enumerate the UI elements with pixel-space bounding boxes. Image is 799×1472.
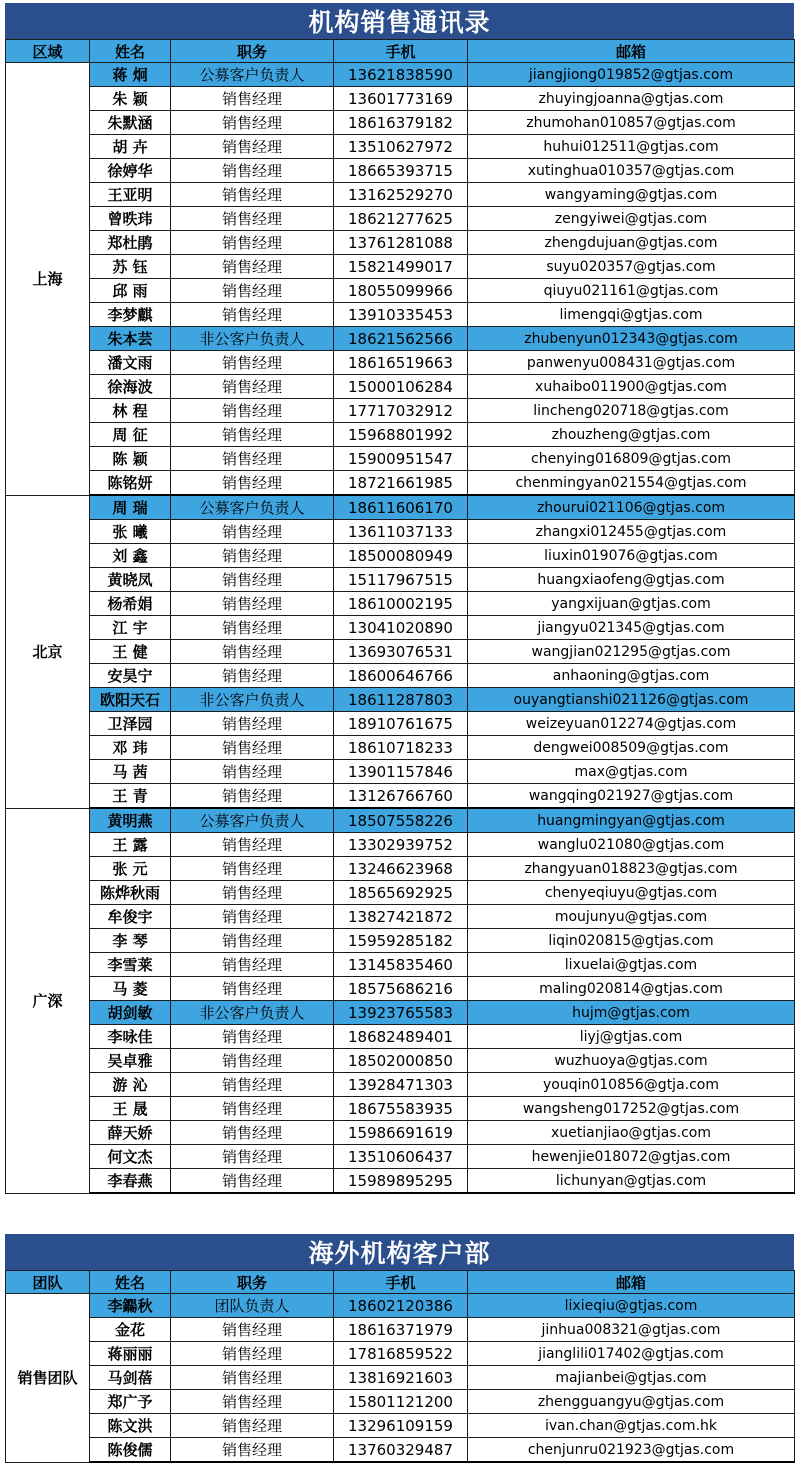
phone-cell: 15801121200 xyxy=(334,1390,468,1414)
email-cell: wanglu021080@gtjas.com xyxy=(468,833,795,857)
table-row xyxy=(6,736,795,760)
phone-cell: 18575686216 xyxy=(334,977,468,1001)
title-cell: 销售经理 xyxy=(171,881,334,905)
name-cell: 马 菱 xyxy=(90,977,171,1001)
region-cell: 北京 xyxy=(6,495,90,808)
name-cell: 李春燕 xyxy=(90,1169,171,1194)
phone-cell: 13827421872 xyxy=(334,905,468,929)
email-cell: ouyangtianshi021126@gtjas.com xyxy=(468,688,795,712)
table-row xyxy=(6,1414,795,1438)
title-cell: 团队负责人 xyxy=(171,1294,334,1318)
title-cell: 销售经理 xyxy=(171,905,334,929)
title-cell: 销售经理 xyxy=(171,833,334,857)
phone-cell: 18602120386 xyxy=(334,1294,468,1318)
title-cell: 销售经理 xyxy=(171,544,334,568)
email-cell: hujm@gtjas.com xyxy=(468,1001,795,1025)
name-cell: 金花 xyxy=(90,1318,171,1342)
email-cell: wangyaming@gtjas.com xyxy=(468,183,795,207)
title-cell: 非公客户负责人 xyxy=(171,327,334,351)
title-cell: 销售经理 xyxy=(171,87,334,111)
region-cell: 销售团队 xyxy=(6,1294,90,1463)
email-cell: chenmingyan021554@gtjas.com xyxy=(468,471,795,496)
table-row xyxy=(6,279,795,303)
name-cell: 周 瑞 xyxy=(90,495,171,520)
name-cell: 刘 鑫 xyxy=(90,544,171,568)
main-directory-title: 机构销售通讯录 xyxy=(5,3,794,39)
title-cell: 销售经理 xyxy=(171,616,334,640)
title-cell: 销售经理 xyxy=(171,712,334,736)
email-cell: jinhua008321@gtjas.com xyxy=(468,1318,795,1342)
phone-cell: 18507558226 xyxy=(334,808,468,833)
phone-cell: 13145835460 xyxy=(334,953,468,977)
name-cell: 卫泽园 xyxy=(90,712,171,736)
phone-cell: 18611606170 xyxy=(334,495,468,520)
email-cell: chenying016809@gtjas.com xyxy=(468,447,795,471)
title-cell: 销售经理 xyxy=(171,303,334,327)
table-row xyxy=(6,111,795,135)
table-row xyxy=(6,183,795,207)
phone-cell: 13302939752 xyxy=(334,833,468,857)
header-name: 姓名 xyxy=(90,40,171,63)
phone-cell: 13923765583 xyxy=(334,1001,468,1025)
email-cell: qiuyu021161@gtjas.com xyxy=(468,279,795,303)
table-row xyxy=(6,351,795,375)
table-row xyxy=(6,135,795,159)
main-directory-section xyxy=(5,3,794,1194)
name-cell: 邱 雨 xyxy=(90,279,171,303)
name-cell: 徐婷华 xyxy=(90,159,171,183)
phone-cell: 18616379182 xyxy=(334,111,468,135)
header-phone: 手机 xyxy=(334,1271,468,1294)
email-cell: liqin020815@gtjas.com xyxy=(468,929,795,953)
phone-cell: 13126766760 xyxy=(334,784,468,809)
phone-cell: 13928471303 xyxy=(334,1073,468,1097)
email-cell: jianglili017402@gtjas.com xyxy=(468,1342,795,1366)
phone-cell: 15968801992 xyxy=(334,423,468,447)
title-cell: 销售经理 xyxy=(171,111,334,135)
title-cell: 销售经理 xyxy=(171,929,334,953)
table-row xyxy=(6,833,795,857)
phone-cell: 15989895295 xyxy=(334,1169,468,1194)
title-cell: 公募客户负责人 xyxy=(171,63,334,87)
email-cell: moujunyu@gtjas.com xyxy=(468,905,795,929)
phone-cell: 18600646766 xyxy=(334,664,468,688)
table-row xyxy=(6,881,795,905)
name-cell: 江 宇 xyxy=(90,616,171,640)
title-cell: 销售经理 xyxy=(171,471,334,496)
table-row xyxy=(6,399,795,423)
table-row xyxy=(6,664,795,688)
email-cell: wuzhuoya@gtjas.com xyxy=(468,1049,795,1073)
table-row xyxy=(6,303,795,327)
email-cell: huangmingyan@gtjas.com xyxy=(468,808,795,833)
phone-cell: 13162529270 xyxy=(334,183,468,207)
title-cell: 销售经理 xyxy=(171,1366,334,1390)
table-row xyxy=(6,712,795,736)
phone-cell: 13761281088 xyxy=(334,231,468,255)
name-cell: 欧阳天石 xyxy=(90,688,171,712)
email-cell: chenyeqiuyu@gtjas.com xyxy=(468,881,795,905)
name-cell: 游 沁 xyxy=(90,1073,171,1097)
email-cell: liuxin019076@gtjas.com xyxy=(468,544,795,568)
phone-cell: 18610718233 xyxy=(334,736,468,760)
overseas-header-row xyxy=(6,1271,795,1294)
table-row xyxy=(6,255,795,279)
name-cell: 陈 颖 xyxy=(90,447,171,471)
table-row xyxy=(6,929,795,953)
table-row xyxy=(6,1145,795,1169)
table-row xyxy=(6,592,795,616)
email-cell: anhaoning@gtjas.com xyxy=(468,664,795,688)
phone-cell: 15959285182 xyxy=(334,929,468,953)
name-cell: 马 茜 xyxy=(90,760,171,784)
table-row xyxy=(6,1390,795,1414)
title-cell: 销售经理 xyxy=(171,1318,334,1342)
phone-cell: 15821499017 xyxy=(334,255,468,279)
title-cell: 销售经理 xyxy=(171,1025,334,1049)
table-row xyxy=(6,760,795,784)
name-cell: 王 青 xyxy=(90,784,171,809)
email-cell: lixieqiu@gtjas.com xyxy=(468,1294,795,1318)
phone-cell: 18616371979 xyxy=(334,1318,468,1342)
title-cell: 销售经理 xyxy=(171,1414,334,1438)
title-cell: 销售经理 xyxy=(171,447,334,471)
email-cell: xuhaibo011900@gtjas.com xyxy=(468,375,795,399)
phone-cell: 17816859522 xyxy=(334,1342,468,1366)
header-region: 区域 xyxy=(6,40,90,63)
phone-cell: 13296109159 xyxy=(334,1414,468,1438)
email-cell: zhuyingjoanna@gtjas.com xyxy=(468,87,795,111)
title-cell: 销售经理 xyxy=(171,1097,334,1121)
email-cell: wangsheng017252@gtjas.com xyxy=(468,1097,795,1121)
email-cell: lixuelai@gtjas.com xyxy=(468,953,795,977)
title-cell: 销售经理 xyxy=(171,568,334,592)
table-row xyxy=(6,423,795,447)
phone-cell: 18682489401 xyxy=(334,1025,468,1049)
table-row xyxy=(6,87,795,111)
title-cell: 销售经理 xyxy=(171,399,334,423)
title-cell: 销售经理 xyxy=(171,1438,334,1463)
phone-cell: 18055099966 xyxy=(334,279,468,303)
name-cell: 张 曦 xyxy=(90,520,171,544)
header-title: 职务 xyxy=(171,40,334,63)
phone-cell: 13041020890 xyxy=(334,616,468,640)
name-cell: 王亚明 xyxy=(90,183,171,207)
region-cell: 上海 xyxy=(6,63,90,496)
email-cell: weizeyuan012274@gtjas.com xyxy=(468,712,795,736)
phone-cell: 18500080949 xyxy=(334,544,468,568)
name-cell: 蒋丽丽 xyxy=(90,1342,171,1366)
email-cell: maling020814@gtjas.com xyxy=(468,977,795,1001)
phone-cell: 13816921603 xyxy=(334,1366,468,1390)
table-row xyxy=(6,207,795,231)
table-row xyxy=(6,1438,795,1463)
email-cell: xutinghua010357@gtjas.com xyxy=(468,159,795,183)
table-row xyxy=(6,375,795,399)
title-cell: 销售经理 xyxy=(171,736,334,760)
email-cell: zhangyuan018823@gtjas.com xyxy=(468,857,795,881)
table-row xyxy=(6,857,795,881)
title-cell: 销售经理 xyxy=(171,664,334,688)
title-cell: 销售经理 xyxy=(171,760,334,784)
table-row xyxy=(6,568,795,592)
table-row xyxy=(6,616,795,640)
title-cell: 销售经理 xyxy=(171,375,334,399)
phone-cell: 18565692925 xyxy=(334,881,468,905)
phone-cell: 13246623968 xyxy=(334,857,468,881)
title-cell: 销售经理 xyxy=(171,1169,334,1194)
phone-cell: 18621562566 xyxy=(334,327,468,351)
phone-cell: 18621277625 xyxy=(334,207,468,231)
email-cell: ivan.chan@gtjas.com.hk xyxy=(468,1414,795,1438)
title-cell: 销售经理 xyxy=(171,207,334,231)
name-cell: 徐海波 xyxy=(90,375,171,399)
table-row xyxy=(6,471,795,496)
title-cell: 销售经理 xyxy=(171,1342,334,1366)
name-cell: 牟俊宇 xyxy=(90,905,171,929)
phone-cell: 17717032912 xyxy=(334,399,468,423)
title-cell: 销售经理 xyxy=(171,1390,334,1414)
table-row-lead xyxy=(6,1294,795,1318)
main-header-row xyxy=(6,40,795,63)
name-cell: 胡剑敏 xyxy=(90,1001,171,1025)
table-row xyxy=(6,1169,795,1194)
phone-cell: 18675583935 xyxy=(334,1097,468,1121)
table-row xyxy=(6,159,795,183)
name-cell: 何文杰 xyxy=(90,1145,171,1169)
name-cell: 郑杜鹃 xyxy=(90,231,171,255)
title-cell: 销售经理 xyxy=(171,231,334,255)
table-row xyxy=(6,953,795,977)
email-cell: wangjian021295@gtjas.com xyxy=(468,640,795,664)
name-cell: 王 露 xyxy=(90,833,171,857)
email-cell: lincheng020718@gtjas.com xyxy=(468,399,795,423)
phone-cell: 13910335453 xyxy=(334,303,468,327)
email-cell: youqin010856@gtja.com xyxy=(468,1073,795,1097)
name-cell: 邓 玮 xyxy=(90,736,171,760)
name-cell: 陈烨秋雨 xyxy=(90,881,171,905)
email-cell: max@gtjas.com xyxy=(468,760,795,784)
title-cell: 销售经理 xyxy=(171,857,334,881)
email-cell: liyj@gtjas.com xyxy=(468,1025,795,1049)
table-row-lead xyxy=(6,495,795,520)
name-cell: 薛天娇 xyxy=(90,1121,171,1145)
name-cell: 朱 颖 xyxy=(90,87,171,111)
title-cell: 销售经理 xyxy=(171,1145,334,1169)
email-cell: suyu020357@gtjas.com xyxy=(468,255,795,279)
name-cell: 陈俊儒 xyxy=(90,1438,171,1463)
table-row-lead xyxy=(6,1001,795,1025)
title-cell: 销售经理 xyxy=(171,592,334,616)
table-row xyxy=(6,1049,795,1073)
phone-cell: 13510627972 xyxy=(334,135,468,159)
table-row xyxy=(6,977,795,1001)
title-cell: 销售经理 xyxy=(171,351,334,375)
email-cell: lichunyan@gtjas.com xyxy=(468,1169,795,1194)
name-cell: 周 征 xyxy=(90,423,171,447)
table-row xyxy=(6,1318,795,1342)
email-cell: hewenjie018072@gtjas.com xyxy=(468,1145,795,1169)
phone-cell: 13693076531 xyxy=(334,640,468,664)
email-cell: zhouzheng@gtjas.com xyxy=(468,423,795,447)
table-row xyxy=(6,1121,795,1145)
phone-cell: 18616519663 xyxy=(334,351,468,375)
phone-cell: 18721661985 xyxy=(334,471,468,496)
title-cell: 销售经理 xyxy=(171,135,334,159)
name-cell: 林 程 xyxy=(90,399,171,423)
email-cell: dengwei008509@gtjas.com xyxy=(468,736,795,760)
email-cell: yangxijuan@gtjas.com xyxy=(468,592,795,616)
title-cell: 销售经理 xyxy=(171,520,334,544)
title-cell: 销售经理 xyxy=(171,159,334,183)
phone-cell: 13901157846 xyxy=(334,760,468,784)
table-row xyxy=(6,1342,795,1366)
name-cell: 陈铭妍 xyxy=(90,471,171,496)
overseas-section xyxy=(5,1234,794,1463)
name-cell: 朱本芸 xyxy=(90,327,171,351)
name-cell: 李咏佳 xyxy=(90,1025,171,1049)
email-cell: huangxiaofeng@gtjas.com xyxy=(468,568,795,592)
name-cell: 王 健 xyxy=(90,640,171,664)
phone-cell: 18610002195 xyxy=(334,592,468,616)
name-cell: 曾昳玮 xyxy=(90,207,171,231)
title-cell: 销售经理 xyxy=(171,1049,334,1073)
header-title: 职务 xyxy=(171,1271,334,1294)
phone-cell: 18502000850 xyxy=(334,1049,468,1073)
overseas-title: 海外机构客户部 xyxy=(5,1234,794,1270)
name-cell: 郑广予 xyxy=(90,1390,171,1414)
phone-cell: 13510606437 xyxy=(334,1145,468,1169)
title-cell: 销售经理 xyxy=(171,1073,334,1097)
name-cell: 张 元 xyxy=(90,857,171,881)
header-email: 邮箱 xyxy=(468,1271,795,1294)
title-cell: 非公客户负责人 xyxy=(171,1001,334,1025)
email-cell: zhourui021106@gtjas.com xyxy=(468,495,795,520)
title-cell: 销售经理 xyxy=(171,953,334,977)
name-cell: 马剑蓓 xyxy=(90,1366,171,1390)
phone-cell: 18665393715 xyxy=(334,159,468,183)
header-phone: 手机 xyxy=(334,40,468,63)
name-cell: 李梦麒 xyxy=(90,303,171,327)
title-cell: 销售经理 xyxy=(171,255,334,279)
email-cell: huhui012511@gtjas.com xyxy=(468,135,795,159)
phone-cell: 18611287803 xyxy=(334,688,468,712)
name-cell: 李 琴 xyxy=(90,929,171,953)
table-row-lead xyxy=(6,327,795,351)
table-row-lead xyxy=(6,808,795,833)
table-row xyxy=(6,1366,795,1390)
name-cell: 李鐊秋 xyxy=(90,1294,171,1318)
phone-cell: 15986691619 xyxy=(334,1121,468,1145)
name-cell: 苏 钰 xyxy=(90,255,171,279)
title-cell: 销售经理 xyxy=(171,977,334,1001)
email-cell: zhubenyun012343@gtjas.com xyxy=(468,327,795,351)
email-cell: zengyiwei@gtjas.com xyxy=(468,207,795,231)
main-directory-table xyxy=(5,39,795,1194)
name-cell: 胡 卉 xyxy=(90,135,171,159)
table-row xyxy=(6,1073,795,1097)
name-cell: 蒋 炯 xyxy=(90,63,171,87)
email-cell: jiangyu021345@gtjas.com xyxy=(468,616,795,640)
name-cell: 黄明燕 xyxy=(90,808,171,833)
phone-cell: 15900951547 xyxy=(334,447,468,471)
name-cell: 潘文雨 xyxy=(90,351,171,375)
table-row xyxy=(6,905,795,929)
name-cell: 杨希娟 xyxy=(90,592,171,616)
email-cell: jiangjiong019852@gtjas.com xyxy=(468,63,795,87)
header-name: 姓名 xyxy=(90,1271,171,1294)
name-cell: 吴卓雅 xyxy=(90,1049,171,1073)
title-cell: 销售经理 xyxy=(171,423,334,447)
table-row xyxy=(6,1025,795,1049)
table-row xyxy=(6,1097,795,1121)
phone-cell: 13621838590 xyxy=(334,63,468,87)
email-cell: panwenyu008431@gtjas.com xyxy=(468,351,795,375)
email-cell: zhumohan010857@gtjas.com xyxy=(468,111,795,135)
title-cell: 销售经理 xyxy=(171,279,334,303)
table-row xyxy=(6,784,795,809)
phone-cell: 15000106284 xyxy=(334,375,468,399)
phone-cell: 13760329487 xyxy=(334,1438,468,1463)
name-cell: 朱默涵 xyxy=(90,111,171,135)
title-cell: 销售经理 xyxy=(171,640,334,664)
name-cell: 黄晓凤 xyxy=(90,568,171,592)
email-cell: wangqing021927@gtjas.com xyxy=(468,784,795,809)
title-cell: 销售经理 xyxy=(171,183,334,207)
name-cell: 安昊宁 xyxy=(90,664,171,688)
email-cell: zhangxi012455@gtjas.com xyxy=(468,520,795,544)
title-cell: 公募客户负责人 xyxy=(171,495,334,520)
table-row xyxy=(6,544,795,568)
header-email: 邮箱 xyxy=(468,40,795,63)
title-cell: 公募客户负责人 xyxy=(171,808,334,833)
title-cell: 销售经理 xyxy=(171,1121,334,1145)
header-team: 团队 xyxy=(6,1271,90,1294)
region-cell: 广深 xyxy=(6,808,90,1193)
table-row xyxy=(6,640,795,664)
main-directory-body xyxy=(6,63,795,1194)
table-row xyxy=(6,231,795,255)
name-cell: 李雪莱 xyxy=(90,953,171,977)
email-cell: chenjunru021923@gtjas.com xyxy=(468,1438,795,1463)
email-cell: zhengdujuan@gtjas.com xyxy=(468,231,795,255)
phone-cell: 13601773169 xyxy=(334,87,468,111)
email-cell: limengqi@gtjas.com xyxy=(468,303,795,327)
phone-cell: 15117967515 xyxy=(334,568,468,592)
table-row-lead xyxy=(6,63,795,87)
title-cell: 销售经理 xyxy=(171,784,334,809)
email-cell: xuetianjiao@gtjas.com xyxy=(468,1121,795,1145)
email-cell: majianbei@gtjas.com xyxy=(468,1366,795,1390)
table-row xyxy=(6,447,795,471)
title-cell: 非公客户负责人 xyxy=(171,688,334,712)
email-cell: zhengguangyu@gtjas.com xyxy=(468,1390,795,1414)
phone-cell: 13611037133 xyxy=(334,520,468,544)
overseas-table xyxy=(5,1270,795,1463)
table-row xyxy=(6,520,795,544)
overseas-body xyxy=(6,1294,795,1463)
phone-cell: 18910761675 xyxy=(334,712,468,736)
name-cell: 陈文洪 xyxy=(90,1414,171,1438)
name-cell: 王 晟 xyxy=(90,1097,171,1121)
table-row-lead xyxy=(6,688,795,712)
